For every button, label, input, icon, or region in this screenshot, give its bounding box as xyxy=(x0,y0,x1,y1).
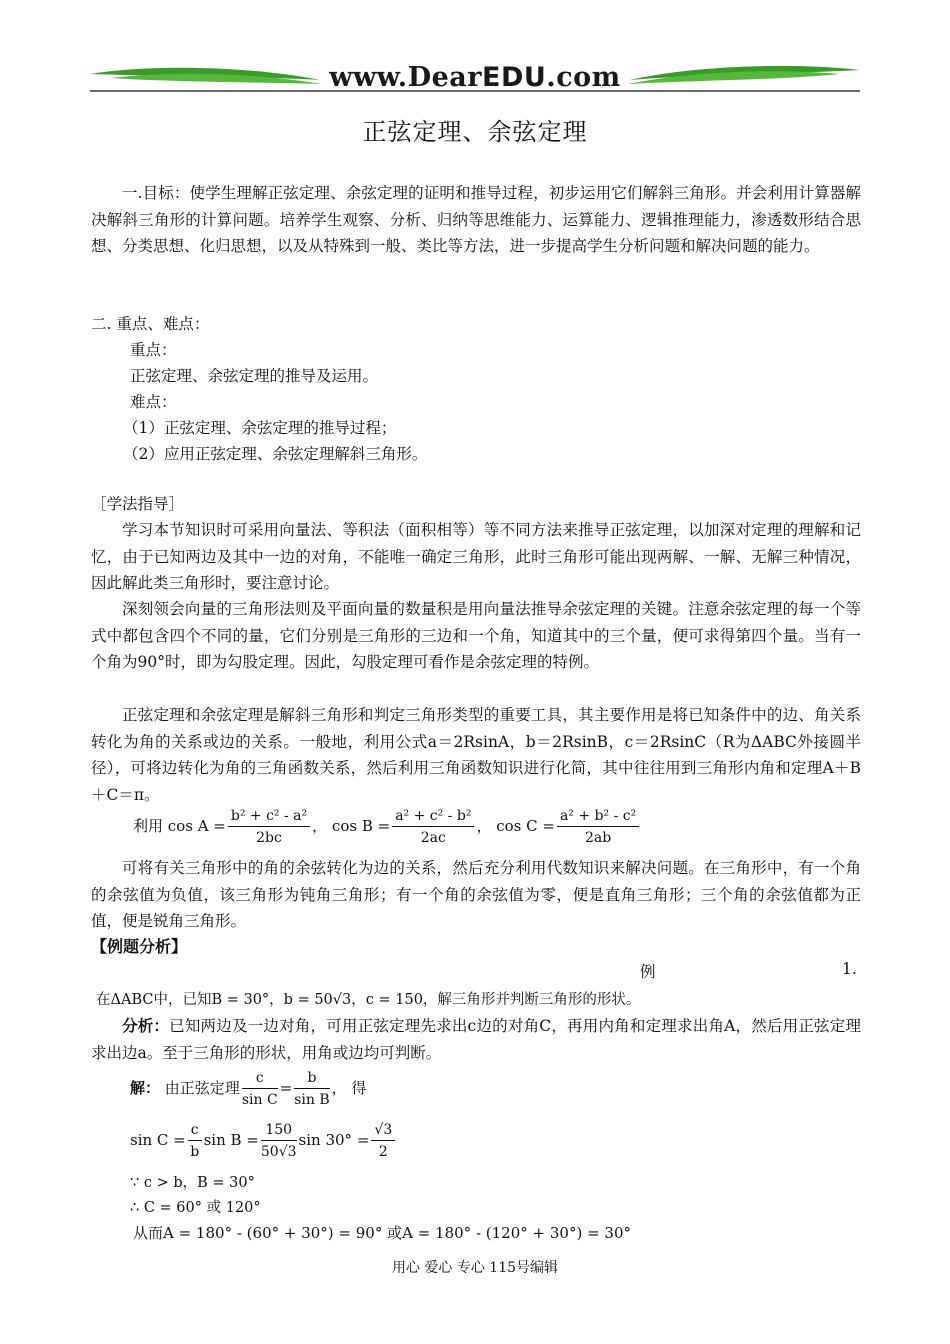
guide-paragraph-4: 可将有关三角形中的角的余弦转化为边的关系，然后充分利用代数知识来解决问题。在三角形中，有一个角的余弦值为负值，该三角形为钝角三角形；有一个角的余弦值为零，便是直角三角形；三个角的余弦值都为正值，便是锐角三角形。 xyxy=(91,859,861,930)
site-logo-text: www.DearEDU.com xyxy=(329,62,621,93)
step2-fraction-2: $\frac{150}{50√3}$ xyxy=(260,1122,297,1160)
solution-line-5: 从而A = 180° - (60° + 30°) = 90° 或A = 180° - (120° + 30°) = 30° xyxy=(133,1224,632,1242)
cosA-fraction: $\frac{\text{b² + c² - a²}}{2bc}$ xyxy=(228,808,310,846)
difficult-item-1: （1）正弦定理、余弦定理的推导过程； xyxy=(123,419,397,437)
solution-label: 解： xyxy=(130,1079,161,1097)
step2-fraction-3: $\frac{√3}{2}$ xyxy=(371,1122,395,1160)
solution-line-4: ∴ C = 60° 或 120° xyxy=(130,1200,261,1216)
goals-paragraph: 一.目标：使学生理解正弦定理、余弦定理的证明和推导过程，初步运用它们解斜三角形。并会利用计算器解决解斜三角形的计算问题。培养学生观察、分析、归纳等思维能力、运算能力、逻辑推理能力，渗透数形结合思想、分类思想、化归思想，以及从特殊到一般、类比等方法，进一步提高学生分析问题和解决问题的能力。 xyxy=(91,184,861,255)
cosC-fraction: $\frac{\text{a² + b² - c²}}{2ab}$ xyxy=(557,808,639,846)
example-number: 1. xyxy=(842,960,857,978)
cosB-fraction: $\frac{\text{a² + c² - b²}}{2ac}$ xyxy=(392,808,474,846)
key-difficult-heading: 二. 重点、难点： xyxy=(91,315,210,333)
site-banner xyxy=(90,60,860,98)
study-guide-heading: ［学法指导］ xyxy=(91,495,185,513)
page-footer: 用心 爱心 专心 115号编辑 xyxy=(391,1260,559,1276)
key-label: 重点： xyxy=(130,341,177,359)
difficult-label: 难点： xyxy=(130,393,177,411)
solution-line-3: ∵ c > b，B = 30° xyxy=(130,1175,255,1191)
guide-paragraph-2: 深刻领会向量的三角形法则及平面向量的数量积是用向量法推导余弦定理的关键。注意余弦定理的每一个等式中都包含四个不同的量，它们分别是三角形的三边和一个角，知道其中的三个量，便可求得第四个量。当有一个角为90°时，即为勾股定理。因此，勾股定理可看作是余弦定理的特例。 xyxy=(91,600,861,671)
cosB-lhs: cos B = xyxy=(331,817,391,835)
key-text: 正弦定理、余弦定理的推导及运用。 xyxy=(130,367,379,385)
guide-paragraph-1: 学习本节知识时可采用向量法、等积法（面积相等）等不同方法来推导正弦定理，以加深对定理的理解和记忆，由于已知两边及其中一边的对角，不能唯一确定三角形，此时三角形可能出现两解、一解、无解三种情况，因此解此类三角形时，要注意讨论。 xyxy=(91,521,861,592)
example-1-text: 在ΔABC中，已知B = 30°，b = 50√3，c = 150，解三角形并判断三角形的形状。 xyxy=(96,992,641,1008)
step2-fraction-1: $\frac{c}{b}$ xyxy=(188,1122,202,1160)
example-label: 例 xyxy=(640,963,656,981)
analysis-paragraph: 分析：已知两边及一边对角，可用正弦定理先求出c边的对角C，再用内角和定理求出角A，然后用正弦定理求出边a。至于三角形的形状，用角或边均可判断。 xyxy=(91,1017,861,1062)
sol-fraction-2: $\frac{b}{\text{sin B}}$ xyxy=(294,1070,330,1108)
solution-line-2: sin C = $\frac{c}{b}$ sin B = $\frac{150}{50√3}$ sin 30° = $\frac{√3}{2}$ xyxy=(130,1122,397,1160)
solution-line-1: 解： 由正弦定理 $\frac{c}{\text{sin C}}$ = $\frac{b}{\text{sin B}}$ ， 得 xyxy=(130,1070,367,1108)
difficult-item-2: （2）应用正弦定理、余弦定理解斜三角形。 xyxy=(123,445,428,463)
sol-fraction-1: $\frac{c}{\text{sin C}}$ xyxy=(241,1070,278,1108)
cosine-formulas: 利用 cos A = $\frac{\text{b² + c² - a²}}{2bc}$ ， cos B = $\frac{\text{a² + c² - b²}}{2ac}$ ， cos C = $\frac{\text{a² + b² - c²}}{2ab}$ xyxy=(133,808,641,846)
cosC-lhs: cos C = xyxy=(496,817,555,835)
examples-heading: 【例题分析】 xyxy=(91,937,188,956)
cosA-lhs: cos A = xyxy=(167,817,226,835)
page-title: 正弦定理、余弦定理 xyxy=(362,118,588,146)
guide-paragraph-3: 正弦定理和余弦定理是解斜三角形和判定三角形类型的重要工具，其主要作用是将已知条件中的边、角关系转化为角的关系或边的关系。一般地，利用公式a＝2RsinA，b＝2RsinB，c＝2RsinC（R为ΔABC外接圆半径），可将边转化为角的三角函数关系，然后利用三角函数知识进行化简，其中往往用到三角形内角和定理A＋B＋C＝π。 xyxy=(91,706,861,804)
